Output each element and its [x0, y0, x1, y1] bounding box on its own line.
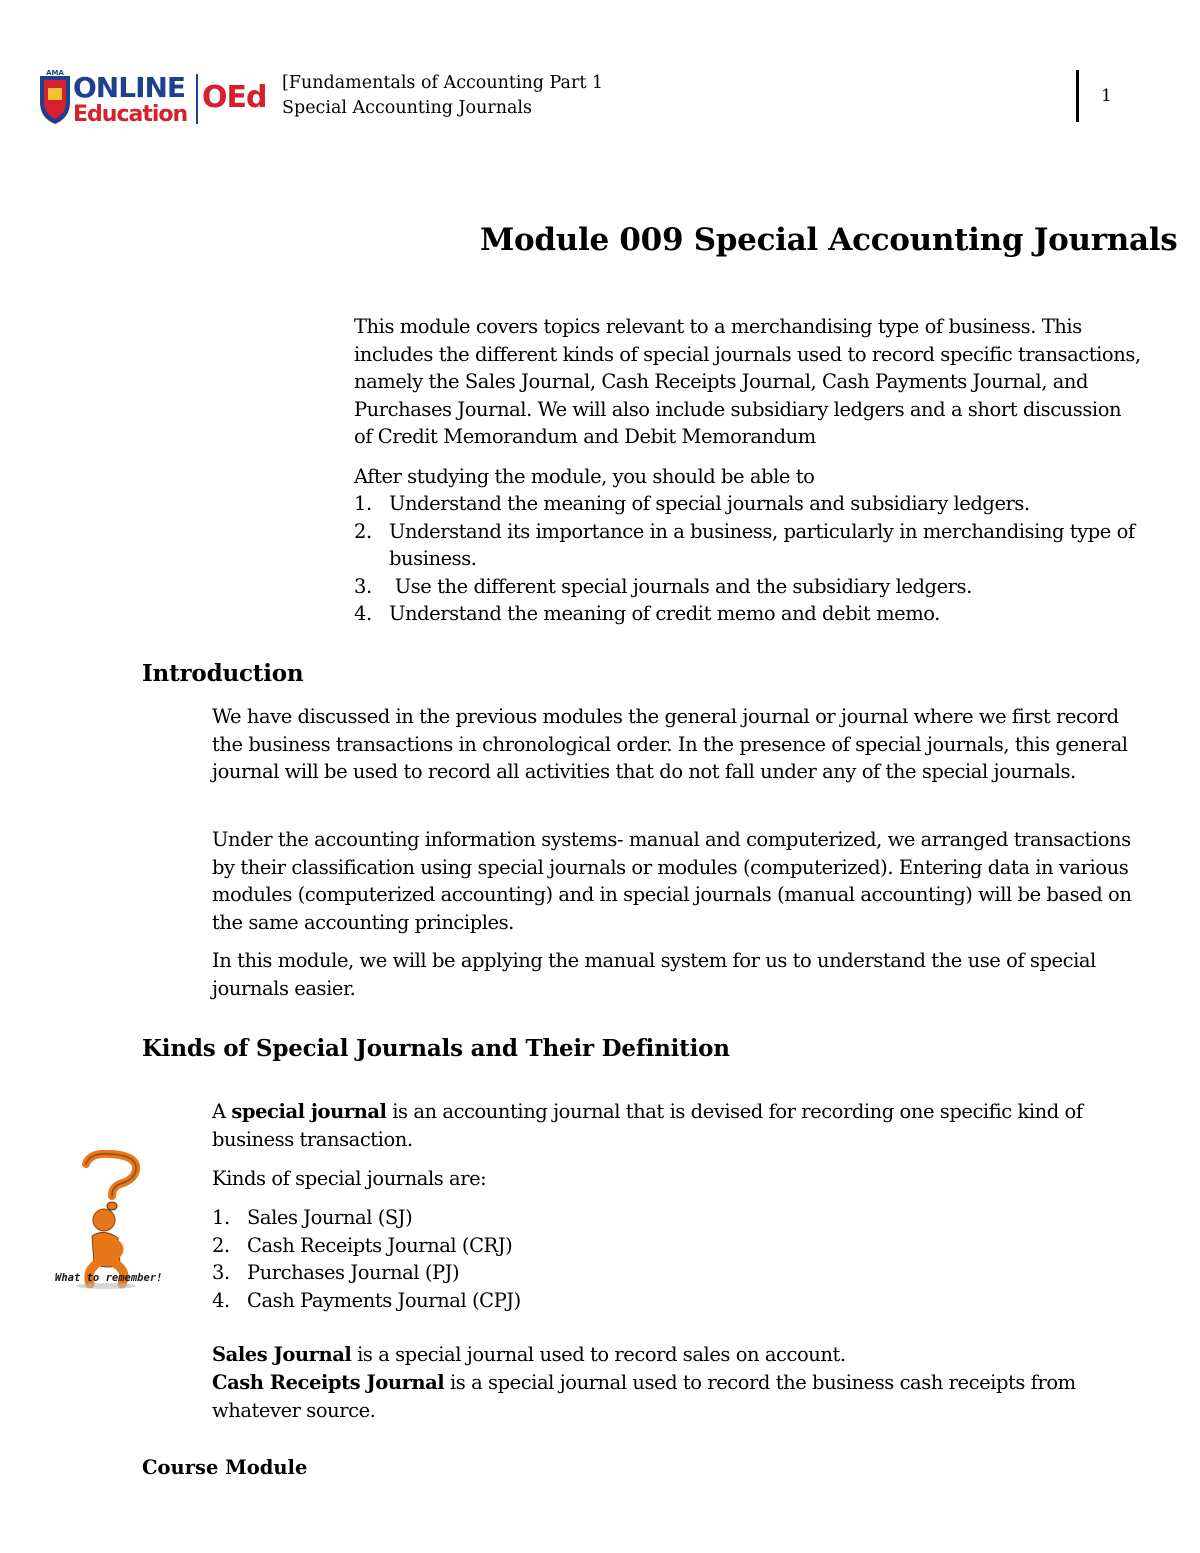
footer-course-module: Course Module	[142, 1456, 308, 1479]
objective-item: 3. Use the different special journals and the subsidiary ledgers.	[354, 574, 972, 598]
thinking-figure-icon	[50, 1150, 175, 1290]
online-education-logo	[36, 66, 276, 128]
kinds-list	[212, 1204, 1047, 1314]
sales-journal-definition: Sales Journal is a special journal used to record sales on account.	[212, 1343, 846, 1366]
kinds-list-item: 4. Cash Payments Journal (CPJ)	[212, 1288, 521, 1312]
page-title: Module 009 Special Accounting Journals	[480, 222, 1178, 258]
introduction-paragraph-3: In this module, we will be applying the manual system for us to understand the use of special journals easier.	[212, 949, 1096, 1000]
cash-receipts-journal-definition: Cash Receipts Journal is a special journal used to record the business cash receipts from whatever source.	[212, 1371, 1082, 1422]
brand-oed-text: OEd	[202, 80, 267, 115]
kinds-list-item: 1. Sales Journal (SJ)	[212, 1206, 413, 1229]
crest-text: AMA	[46, 69, 64, 77]
term-cash-receipts-journal: Cash Receipts Journal	[212, 1371, 445, 1394]
kinds-list-lead: Kinds of special journals are:	[212, 1167, 487, 1190]
header-divider	[1076, 70, 1079, 122]
what-to-remember-clipart	[50, 1150, 175, 1290]
page-number: 1	[1101, 86, 1112, 106]
header-topic-line: Special Accounting Journals	[282, 98, 532, 118]
objectives-lead: After studying the module, you should be able to	[354, 465, 815, 488]
kinds-list-item: 3. Purchases Journal (PJ)	[212, 1261, 460, 1284]
brand-education-text: Education	[73, 102, 188, 127]
objective-item: 2. Understand its importance in a business, particularly in merchandising type of business.	[354, 519, 1135, 570]
overview-paragraph: This module covers topics relevant to a merchandising type of business. This includes the different kinds of special journals used to record specific transactions, namely the Sales Journal, Cash Receipts Journal, Cash Payments Journal, and Purchases Journal. We will also include subsidiary ledgers and a short discussion of Credit Memorandum and Debit Memorandum	[354, 315, 1141, 448]
clipart-caption: What to remember!	[55, 1272, 163, 1284]
objective-item: 1. Understand the meaning of special journals and subsidiary ledgers.	[354, 492, 1030, 515]
special-journal-definition: A special journal is an accounting journal that is devised for recording one specific kind of business transaction.	[212, 1100, 1089, 1151]
brand-online-text: ONLINE	[73, 71, 186, 104]
header-course-line: [Fundamentals of Accounting Part 1	[282, 73, 604, 93]
kinds-list-item: 2. Cash Receipts Journal (CRJ)	[212, 1233, 513, 1257]
term-special-journal: special journal	[231, 1100, 387, 1123]
logo-graphic	[36, 66, 276, 128]
kinds-heading: Kinds of Special Journals and Their Definition	[142, 1035, 730, 1062]
objective-item: 4. Understand the meaning of credit memo and debit memo.	[354, 602, 940, 625]
introduction-paragraph-2: Under the accounting information systems- manual and computerized, we arranged transactions by their classification using special journals or modules (computerized). Entering data in various modules (computerized accounting) and in special journals (manual accounting) will be based on the same accounting principles.	[212, 828, 1132, 934]
introduction-heading: Introduction	[142, 660, 304, 687]
objectives-list	[354, 490, 1149, 628]
introduction-paragraph-1: We have discussed in the previous modules the general journal or journal where we first record the business transactions in chronological order. In the presence of special journals, this general journal will be used to record all activities that do not fall under any of the special journals.	[212, 705, 1128, 783]
term-sales-journal: Sales Journal	[212, 1343, 352, 1366]
